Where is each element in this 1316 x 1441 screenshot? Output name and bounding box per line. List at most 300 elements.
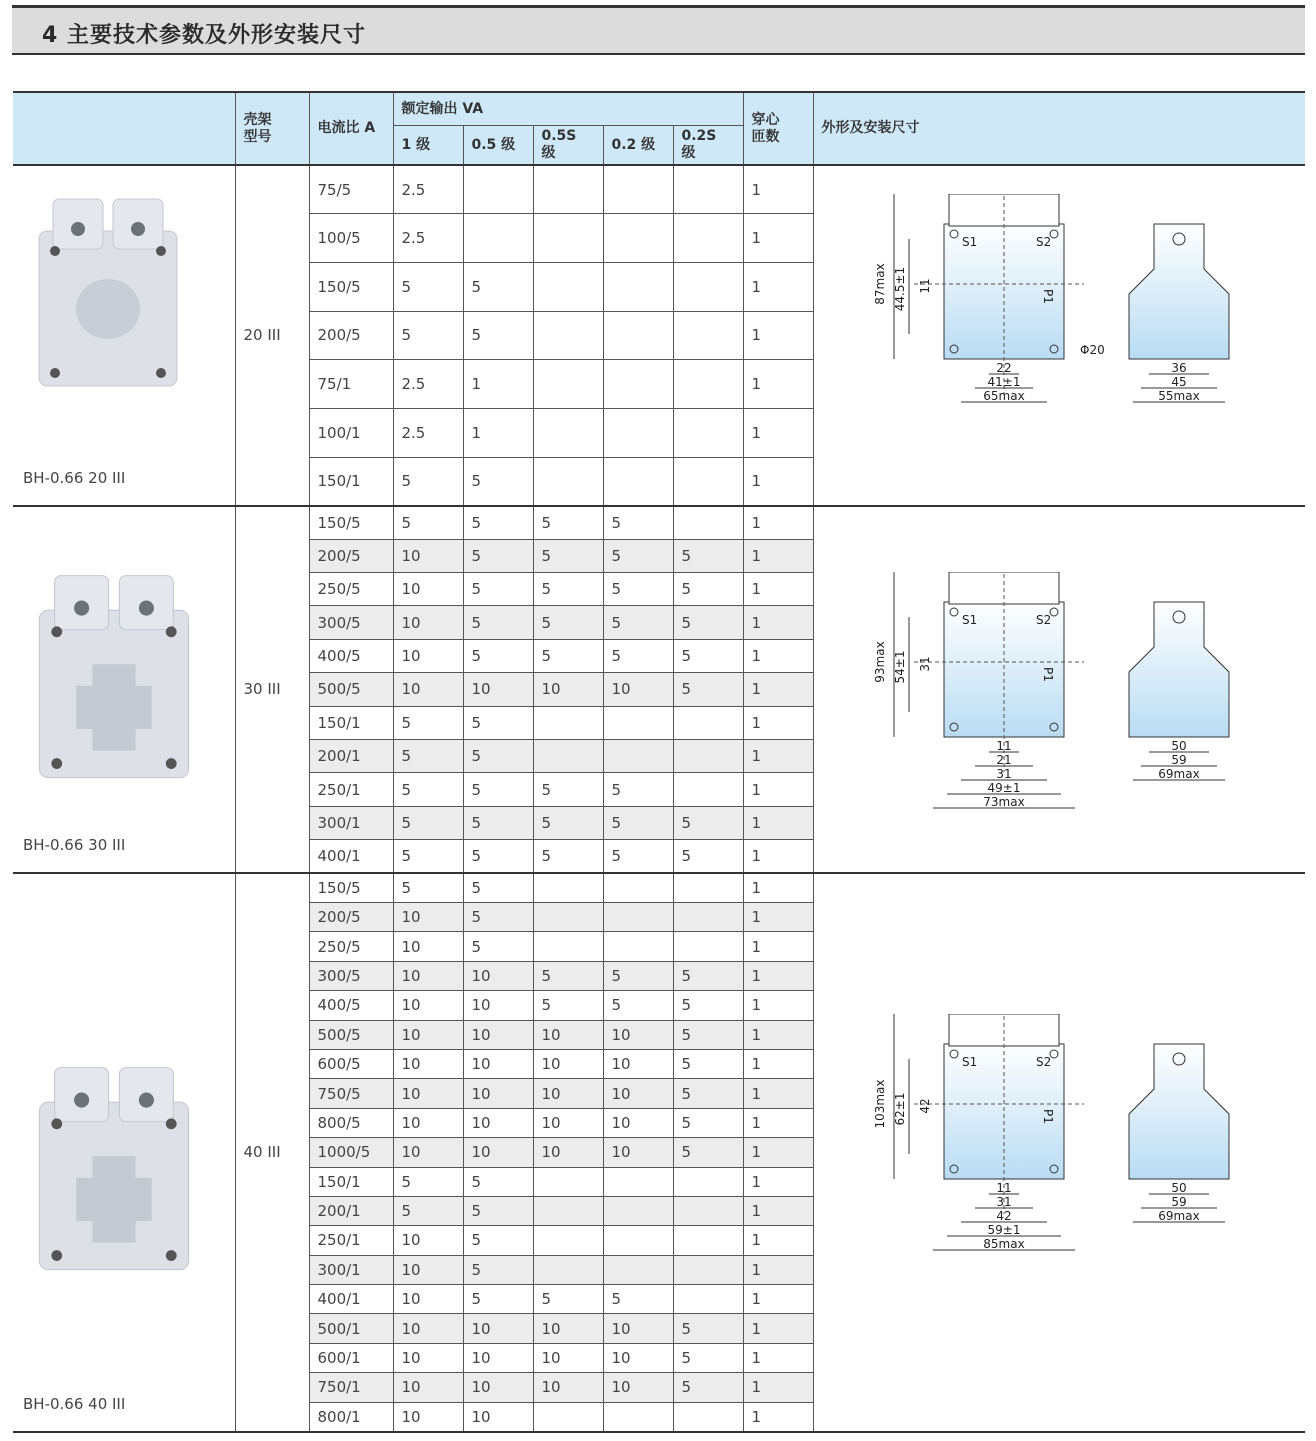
svg-text:85max: 85max xyxy=(982,1237,1025,1252)
table-cell: 1 xyxy=(743,262,813,311)
table-cell: 1 xyxy=(463,408,533,457)
table-cell: 1 xyxy=(743,1138,813,1167)
table-cell: 5 xyxy=(533,1285,603,1314)
table-cell xyxy=(603,1255,673,1284)
table-cell: 1 xyxy=(743,932,813,961)
table-cell: 5 xyxy=(603,961,673,990)
table-cell: 150/5 xyxy=(309,506,393,539)
table-cell: 5 xyxy=(463,873,533,902)
dimension-drawing-cell xyxy=(813,165,1305,506)
table-cell: 10 xyxy=(463,1079,533,1108)
table-cell xyxy=(673,1226,743,1255)
table-cell: 1 xyxy=(743,1167,813,1196)
table-cell: 750/5 xyxy=(309,1079,393,1108)
table-cell: 5 xyxy=(393,506,463,539)
table-cell: 10 xyxy=(393,1402,463,1431)
table-cell: 5 xyxy=(603,506,673,539)
table-cell: 1 xyxy=(743,903,813,932)
svg-text:21: 21 xyxy=(995,752,1012,767)
table-cell: 10 xyxy=(393,961,463,990)
table-cell: 500/5 xyxy=(309,673,393,706)
table-cell xyxy=(673,1167,743,1196)
svg-text:50: 50 xyxy=(1170,738,1187,753)
table-cell xyxy=(673,903,743,932)
section-title-bar xyxy=(12,5,1305,55)
table-cell: 10 xyxy=(393,1285,463,1314)
table-cell: 10 xyxy=(463,1138,533,1167)
table-cell: 1 xyxy=(743,873,813,902)
table-cell xyxy=(673,1285,743,1314)
table-cell: 10 xyxy=(603,1020,673,1049)
svg-text:45: 45 xyxy=(1170,375,1187,389)
table-cell: 800/1 xyxy=(309,1402,393,1431)
table-cell: 5 xyxy=(533,806,603,839)
table-cell: 2.5 xyxy=(393,165,463,214)
svg-text:55max: 55max xyxy=(1157,389,1200,403)
table-cell xyxy=(673,873,743,902)
table-cell: 1 xyxy=(743,773,813,806)
frame-cell: 40 III xyxy=(235,873,309,1431)
product-cell xyxy=(13,165,235,506)
table-cell: 5 xyxy=(393,840,463,873)
table-cell: 5 xyxy=(393,457,463,506)
table-cell: 5 xyxy=(463,932,533,961)
table-cell: 5 xyxy=(463,1167,533,1196)
header-frame xyxy=(235,92,309,165)
table-cell: 5 xyxy=(673,639,743,672)
dimension-drawing xyxy=(854,194,1314,494)
svg-text:31: 31 xyxy=(917,656,932,672)
table-cell: 5 xyxy=(463,539,533,572)
table-cell: 5 xyxy=(673,673,743,706)
product-image xyxy=(33,1059,195,1279)
table-cell: 5 xyxy=(463,1285,533,1314)
table-cell: 5 xyxy=(673,1049,743,1078)
table-cell: 2.5 xyxy=(393,360,463,409)
table-cell: 150/1 xyxy=(309,706,393,739)
table-cell: 5 xyxy=(463,740,533,773)
table-cell xyxy=(603,214,673,263)
table-cell: 10 xyxy=(463,1108,533,1137)
dimension-drawing xyxy=(854,1014,1314,1314)
table-cell: 5 xyxy=(533,506,603,539)
table-cell xyxy=(533,873,603,902)
table-cell xyxy=(673,214,743,263)
spec-table xyxy=(13,91,1305,1433)
table-cell: 5 xyxy=(603,1285,673,1314)
svg-text:S2: S2 xyxy=(1035,612,1051,627)
product-cell xyxy=(13,506,235,873)
table-cell xyxy=(603,873,673,902)
svg-text:31: 31 xyxy=(995,766,1012,781)
table-cell xyxy=(603,457,673,506)
table-cell xyxy=(533,706,603,739)
table-cell xyxy=(603,408,673,457)
table-cell: 10 xyxy=(393,932,463,961)
table-cell: 1 xyxy=(743,457,813,506)
table-cell: 5 xyxy=(533,991,603,1020)
dimension-drawing xyxy=(854,572,1314,872)
table-cell xyxy=(673,457,743,506)
table-cell: 10 xyxy=(393,639,463,672)
table-cell xyxy=(603,932,673,961)
table-cell: 10 xyxy=(463,1049,533,1078)
table-cell: 5 xyxy=(393,1196,463,1225)
svg-text:11: 11 xyxy=(917,278,932,294)
table-cell: 300/5 xyxy=(309,961,393,990)
table-cell: 200/5 xyxy=(309,539,393,572)
svg-text:59±1: 59±1 xyxy=(987,1223,1020,1238)
svg-text:22: 22 xyxy=(995,361,1012,375)
svg-text:59: 59 xyxy=(1170,752,1187,767)
table-cell: 5 xyxy=(603,573,673,606)
table-cell: 1 xyxy=(743,673,813,706)
section-title: 4 主要技术参数及外形安装尺寸 xyxy=(42,23,366,48)
header-frame-line2: 型号 xyxy=(243,128,272,145)
svg-text:36: 36 xyxy=(1170,361,1187,375)
table-cell: 10 xyxy=(393,1255,463,1284)
table-cell: 5 xyxy=(603,639,673,672)
svg-text:42: 42 xyxy=(917,1098,932,1114)
table-cell: 1 xyxy=(743,840,813,873)
table-cell xyxy=(673,706,743,739)
table-cell: 10 xyxy=(463,1314,533,1343)
table-cell: 2.5 xyxy=(393,408,463,457)
table-cell: 200/1 xyxy=(309,740,393,773)
table-cell: 5 xyxy=(533,639,603,672)
product-image xyxy=(33,191,183,395)
svg-text:69max: 69max xyxy=(1157,766,1200,781)
table-cell: 5 xyxy=(393,1167,463,1196)
table-cell: 5 xyxy=(393,706,463,739)
svg-text:59: 59 xyxy=(1170,1195,1187,1210)
table-cell xyxy=(533,1196,603,1225)
table-cell: 10 xyxy=(393,903,463,932)
svg-text:65max: 65max xyxy=(982,389,1025,403)
table-cell: 1 xyxy=(743,1079,813,1108)
table-cell: 10 xyxy=(463,991,533,1020)
header-class-02: 0.2 级 xyxy=(603,126,673,166)
table-cell: 5 xyxy=(393,311,463,360)
table-cell: 1 xyxy=(743,408,813,457)
svg-text:11: 11 xyxy=(995,1181,1012,1196)
table-cell xyxy=(533,1167,603,1196)
table-cell xyxy=(673,165,743,214)
svg-text:49±1: 49±1 xyxy=(987,780,1020,795)
table-cell: 10 xyxy=(393,991,463,1020)
svg-text:42: 42 xyxy=(995,1209,1012,1224)
table-cell: 5 xyxy=(393,806,463,839)
table-cell: 5 xyxy=(603,806,673,839)
svg-text:93max: 93max xyxy=(872,641,887,683)
table-cell: 10 xyxy=(393,539,463,572)
table-cell xyxy=(603,740,673,773)
svg-text:31: 31 xyxy=(995,1195,1012,1210)
table-cell: 75/5 xyxy=(309,165,393,214)
table-cell xyxy=(673,1196,743,1225)
table-cell: 10 xyxy=(533,1314,603,1343)
header-dims: 外形及安装尺寸 xyxy=(813,92,1305,165)
table-cell: 5 xyxy=(463,573,533,606)
table-cell: 10 xyxy=(393,1314,463,1343)
table-row xyxy=(13,506,1305,539)
transformer-photo xyxy=(33,567,195,783)
table-cell: 5 xyxy=(393,773,463,806)
svg-text:P1: P1 xyxy=(1040,666,1055,682)
table-cell: 5 xyxy=(603,991,673,1020)
table-cell: 5 xyxy=(463,457,533,506)
table-cell: 10 xyxy=(533,1108,603,1137)
table-cell: 5 xyxy=(533,539,603,572)
table-cell: 1 xyxy=(743,1108,813,1137)
table-cell: 400/1 xyxy=(309,1285,393,1314)
table-cell: 800/5 xyxy=(309,1108,393,1137)
table-cell: 10 xyxy=(603,1314,673,1343)
svg-text:Φ20: Φ20 xyxy=(1079,343,1105,357)
table-cell: 10 xyxy=(603,1373,673,1402)
table-cell: 10 xyxy=(393,1079,463,1108)
table-cell: 10 xyxy=(533,1343,603,1372)
table-cell: 5 xyxy=(463,1255,533,1284)
table-cell: 1 xyxy=(743,639,813,672)
table-cell: 5 xyxy=(673,840,743,873)
table-cell xyxy=(533,360,603,409)
svg-text:103max: 103max xyxy=(872,1079,887,1129)
table-cell: 10 xyxy=(533,1079,603,1108)
table-cell: 10 xyxy=(393,1138,463,1167)
table-cell xyxy=(533,903,603,932)
table-cell: 600/1 xyxy=(309,1343,393,1372)
table-cell: 1 xyxy=(743,1049,813,1078)
table-cell: 5 xyxy=(533,573,603,606)
table-cell: 10 xyxy=(393,1049,463,1078)
table-cell xyxy=(673,408,743,457)
frame-cell: 20 III xyxy=(235,165,309,506)
table-cell: 1 xyxy=(743,1343,813,1372)
svg-text:44.5±1: 44.5±1 xyxy=(892,266,907,312)
table-cell: 1 xyxy=(743,573,813,606)
table-cell: 400/1 xyxy=(309,840,393,873)
table-cell: 100/1 xyxy=(309,408,393,457)
table-cell: 10 xyxy=(533,1020,603,1049)
table-cell xyxy=(673,506,743,539)
table-cell: 5 xyxy=(673,539,743,572)
header-turns-line1: 穿心 xyxy=(751,111,780,128)
table-cell: 10 xyxy=(603,1343,673,1372)
table-cell: 1 xyxy=(743,1255,813,1284)
table-cell: 150/1 xyxy=(309,457,393,506)
transformer-photo xyxy=(33,191,183,391)
table-cell: 5 xyxy=(673,1020,743,1049)
table-cell: 5 xyxy=(603,840,673,873)
table-cell: 10 xyxy=(603,673,673,706)
table-cell: 10 xyxy=(463,673,533,706)
table-cell xyxy=(463,165,533,214)
svg-text:73max: 73max xyxy=(982,794,1025,809)
table-cell: 2.5 xyxy=(393,214,463,263)
table-cell: 250/1 xyxy=(309,1226,393,1255)
table-cell xyxy=(533,214,603,263)
table-cell: 10 xyxy=(393,1020,463,1049)
table-cell: 5 xyxy=(533,840,603,873)
table-cell: 1 xyxy=(743,706,813,739)
table-cell: 5 xyxy=(673,1108,743,1137)
header-class-05: 0.5 级 xyxy=(463,126,533,166)
table-cell: 5 xyxy=(463,506,533,539)
table-cell: 750/1 xyxy=(309,1373,393,1402)
product-cell xyxy=(13,873,235,1431)
table-cell xyxy=(673,1255,743,1284)
svg-text:69max: 69max xyxy=(1157,1209,1200,1224)
header-class-1: 1 级 xyxy=(393,126,463,166)
svg-text:41±1: 41±1 xyxy=(987,375,1020,389)
table-cell: 200/1 xyxy=(309,1196,393,1225)
table-cell xyxy=(533,408,603,457)
table-cell xyxy=(673,773,743,806)
table-cell: 10 xyxy=(393,606,463,639)
table-cell: 5 xyxy=(673,1373,743,1402)
table-cell: 10 xyxy=(603,1049,673,1078)
table-cell xyxy=(533,932,603,961)
table-cell xyxy=(533,165,603,214)
table-cell xyxy=(533,1226,603,1255)
svg-text:50: 50 xyxy=(1170,1181,1187,1196)
table-cell xyxy=(673,360,743,409)
table-cell xyxy=(463,214,533,263)
transformer-photo xyxy=(33,1059,195,1275)
table-cell: 5 xyxy=(673,606,743,639)
product-image xyxy=(33,567,195,787)
table-cell: 10 xyxy=(603,1108,673,1137)
table-cell: 10 xyxy=(533,1373,603,1402)
table-cell: 5 xyxy=(463,1226,533,1255)
table-cell: 5 xyxy=(673,1138,743,1167)
table-cell xyxy=(673,1402,743,1431)
table-cell: 1000/5 xyxy=(309,1138,393,1167)
table-cell xyxy=(603,262,673,311)
dimension-drawing-cell xyxy=(813,506,1305,873)
table-row xyxy=(13,165,1305,214)
table-cell: 10 xyxy=(463,1343,533,1372)
table-cell: 10 xyxy=(603,1079,673,1108)
table-cell: 5 xyxy=(673,806,743,839)
svg-text:62±1: 62±1 xyxy=(892,1092,907,1126)
table-cell: 1 xyxy=(743,1020,813,1049)
table-cell: 10 xyxy=(463,1020,533,1049)
table-cell: 1 xyxy=(743,165,813,214)
table-cell: 5 xyxy=(673,961,743,990)
table-cell: 600/5 xyxy=(309,1049,393,1078)
table-cell: 1 xyxy=(743,806,813,839)
table-cell xyxy=(533,740,603,773)
svg-text:S1: S1 xyxy=(961,1055,977,1070)
header-ratio: 电流比 A xyxy=(309,92,393,165)
table-cell: 75/1 xyxy=(309,360,393,409)
table-cell xyxy=(603,165,673,214)
table-cell xyxy=(603,1402,673,1431)
table-cell: 5 xyxy=(463,639,533,672)
table-cell: 250/1 xyxy=(309,773,393,806)
svg-text:S2: S2 xyxy=(1035,235,1051,249)
table-cell: 10 xyxy=(393,1373,463,1402)
table-cell xyxy=(603,1196,673,1225)
header-class-05s: 0.5S 级 xyxy=(533,126,603,166)
table-cell: 5 xyxy=(463,806,533,839)
header-turns-line2: 匝数 xyxy=(751,128,780,145)
table-cell: 5 xyxy=(463,262,533,311)
table-cell: 300/1 xyxy=(309,1255,393,1284)
header-frame-line1: 壳架 xyxy=(243,111,272,128)
table-cell: 500/5 xyxy=(309,1020,393,1049)
table-cell: 1 xyxy=(743,214,813,263)
table-cell xyxy=(603,1167,673,1196)
table-cell: 1 xyxy=(743,1373,813,1402)
table-cell: 1 xyxy=(743,1226,813,1255)
table-cell: 10 xyxy=(533,1049,603,1078)
table-cell: 250/5 xyxy=(309,932,393,961)
table-cell: 1 xyxy=(463,360,533,409)
table-cell: 100/5 xyxy=(309,214,393,263)
table-cell: 300/5 xyxy=(309,606,393,639)
table-cell xyxy=(533,1255,603,1284)
table-cell xyxy=(533,311,603,360)
model-label: BH-0.66 30 III xyxy=(23,836,126,855)
table-cell: 5 xyxy=(393,262,463,311)
table-cell: 10 xyxy=(463,1402,533,1431)
svg-text:P1: P1 xyxy=(1040,289,1055,304)
table-cell: 5 xyxy=(463,840,533,873)
table-cell: 250/5 xyxy=(309,573,393,606)
table-cell: 150/1 xyxy=(309,1167,393,1196)
table-cell: 500/1 xyxy=(309,1314,393,1343)
table-cell: 200/5 xyxy=(309,311,393,360)
table-cell: 1 xyxy=(743,606,813,639)
table-cell: 5 xyxy=(673,991,743,1020)
table-cell: 1 xyxy=(743,1285,813,1314)
table-cell xyxy=(603,903,673,932)
table-cell: 1 xyxy=(743,1402,813,1431)
table-cell: 5 xyxy=(533,773,603,806)
svg-text:S1: S1 xyxy=(961,235,977,249)
table-cell: 10 xyxy=(603,1138,673,1167)
table-cell: 10 xyxy=(393,1108,463,1137)
table-cell: 10 xyxy=(533,1138,603,1167)
frame-cell: 30 III xyxy=(235,506,309,873)
table-cell: 5 xyxy=(463,311,533,360)
table-cell xyxy=(673,932,743,961)
table-cell xyxy=(603,1226,673,1255)
table-cell: 10 xyxy=(393,673,463,706)
svg-text:S2: S2 xyxy=(1035,1055,1051,1070)
table-cell: 1 xyxy=(743,1196,813,1225)
svg-text:54±1: 54±1 xyxy=(892,650,907,684)
table-cell: 10 xyxy=(393,1226,463,1255)
table-cell: 5 xyxy=(463,1196,533,1225)
svg-text:87max: 87max xyxy=(872,263,887,305)
table-cell: 5 xyxy=(463,606,533,639)
table-cell: 1 xyxy=(743,539,813,572)
table-row xyxy=(13,873,1305,902)
table-cell: 5 xyxy=(393,740,463,773)
table-cell: 200/5 xyxy=(309,903,393,932)
table-cell: 5 xyxy=(533,606,603,639)
table-cell xyxy=(603,360,673,409)
table-cell: 5 xyxy=(463,706,533,739)
table-cell xyxy=(673,311,743,360)
table-cell: 150/5 xyxy=(309,873,393,902)
dimension-drawing-cell xyxy=(813,873,1305,1431)
table-cell: 400/5 xyxy=(309,991,393,1020)
